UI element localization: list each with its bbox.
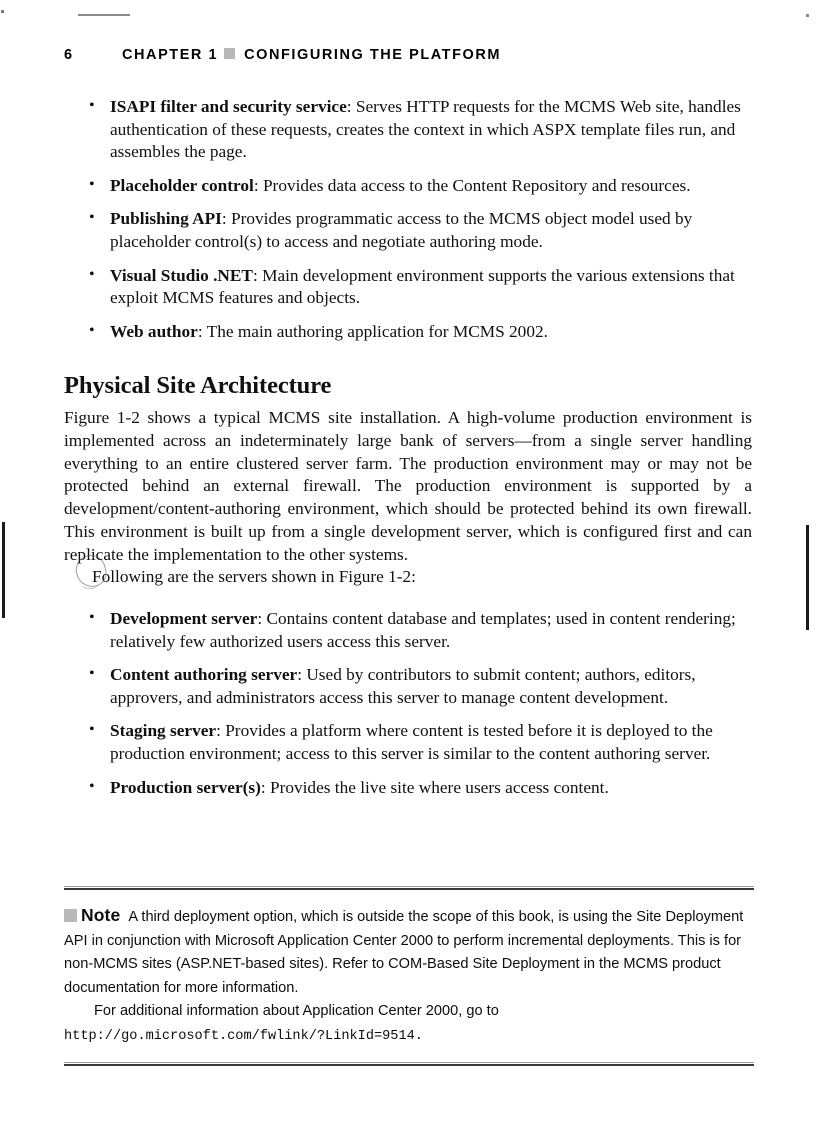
list-item-description: : Provides the live site where users access content. <box>260 777 609 797</box>
scan-artifact-edge-right <box>806 525 809 630</box>
page-content <box>64 96 752 799</box>
note-paragraph-2 <box>64 1000 754 1048</box>
note-body <box>64 890 754 1060</box>
note-url: http://go.microsoft.com/fwlink/?LinkId=9514. <box>64 1028 423 1044</box>
list-item <box>83 175 752 198</box>
page-number: 6 <box>64 47 73 63</box>
list-item-term: Placeholder control <box>110 175 254 195</box>
top-bullet-list <box>64 96 752 343</box>
section-paragraph-2: Following are the servers shown in Figure 1-2: <box>92 567 416 587</box>
list-item <box>83 777 752 800</box>
list-item-description: : Provides programmatic access to the MCMS object model used by placeholder control(s) to access and negotiate authoring mode. <box>110 209 693 251</box>
component-list <box>64 96 752 343</box>
list-item-description: : Main development environment supports the various extensions that exploit MCMS features and objects. <box>110 265 735 308</box>
section-paragraph-1: Figure 1-2 shows a typical MCMS site installation. A high-volume production environment is implemented across an indeterminately large bank of servers—from a single server handling everything to an entire clustered server farm. The production environment may or may not be protected behind an external firewall. The production environment is supported by a development/content-authoring environment, which should be protected behind its own firewall. This environment is built up from a single development server, which is configured first and can replicate the implementation to the other systems. <box>64 408 752 564</box>
list-item <box>83 208 752 253</box>
list-item-term: Staging server <box>110 721 217 741</box>
list-item-term: Production server(s) <box>110 777 261 797</box>
list-item-term: ISAPI filter and security service <box>110 97 347 116</box>
server-bullet-list <box>64 608 752 799</box>
scan-artifact-dash-top <box>78 14 130 16</box>
list-item <box>83 608 752 653</box>
list-item <box>83 720 752 765</box>
list-item-term: Publishing API <box>110 209 222 229</box>
list-item-description: : The main authoring application for MCMS 2002. <box>197 321 548 341</box>
running-head-title: CONFIGURING THE PLATFORM <box>244 47 501 63</box>
note-rule-bottom <box>64 1062 754 1066</box>
list-item-description: : Contains content database and templates; used in content rendering; relatively few authorized users access this server. <box>110 608 736 651</box>
list-item <box>83 664 752 709</box>
list-item-term: Visual Studio .NET <box>110 265 253 285</box>
list-item-description: : Used by contributors to submit content; authors, editors, approvers, and administrators access this server to manage content development. <box>110 665 696 707</box>
gray-square-icon <box>64 909 77 922</box>
scan-artifact-dot-left <box>1 10 4 13</box>
list-item-description: : Provides a platform where content is tested before it is deployed to the production environment; access to this server is similar to the content authoring server. <box>110 721 713 763</box>
list-item-description: : Provides data access to the Content Repository and resources. <box>253 175 691 195</box>
running-head-chapter: CHAPTER 1 <box>122 47 219 63</box>
list-item-term: Web author <box>110 321 198 341</box>
running-head <box>64 47 501 63</box>
list-item <box>83 265 752 310</box>
section-heading: Physical Site Architecture <box>64 372 332 400</box>
note-link-lead: For additional information about Application Center 2000, go to <box>94 1003 499 1019</box>
list-item-description: : Serves HTTP requests for the MCMS Web site, handles authentication of these requests, creates the context in which ASPX template files run, and assembles the page. <box>110 97 741 162</box>
list-item <box>83 96 752 164</box>
scan-artifact-edge-left <box>2 522 5 618</box>
note-label: Note <box>81 905 121 925</box>
note-text: A third deployment option, which is outside the scope of this book, is using the Site Deployment API in conjunction with Microsoft Application Center 2000 to perform incremental deployments. This is for non-MCMS sites (ASP.NET-based sites). Refer to COM-Based Site Deployment in the MCMS product documentation for more information. <box>64 909 744 996</box>
list-item <box>83 321 752 344</box>
list-item-term: Development server <box>110 608 258 628</box>
server-list <box>64 608 752 799</box>
note-callout <box>64 886 754 1066</box>
gray-square-icon <box>224 48 235 59</box>
scan-artifact-dot-right <box>806 14 809 17</box>
note-paragraph-1 <box>64 904 754 1000</box>
list-item-term: Content authoring server <box>110 665 298 685</box>
